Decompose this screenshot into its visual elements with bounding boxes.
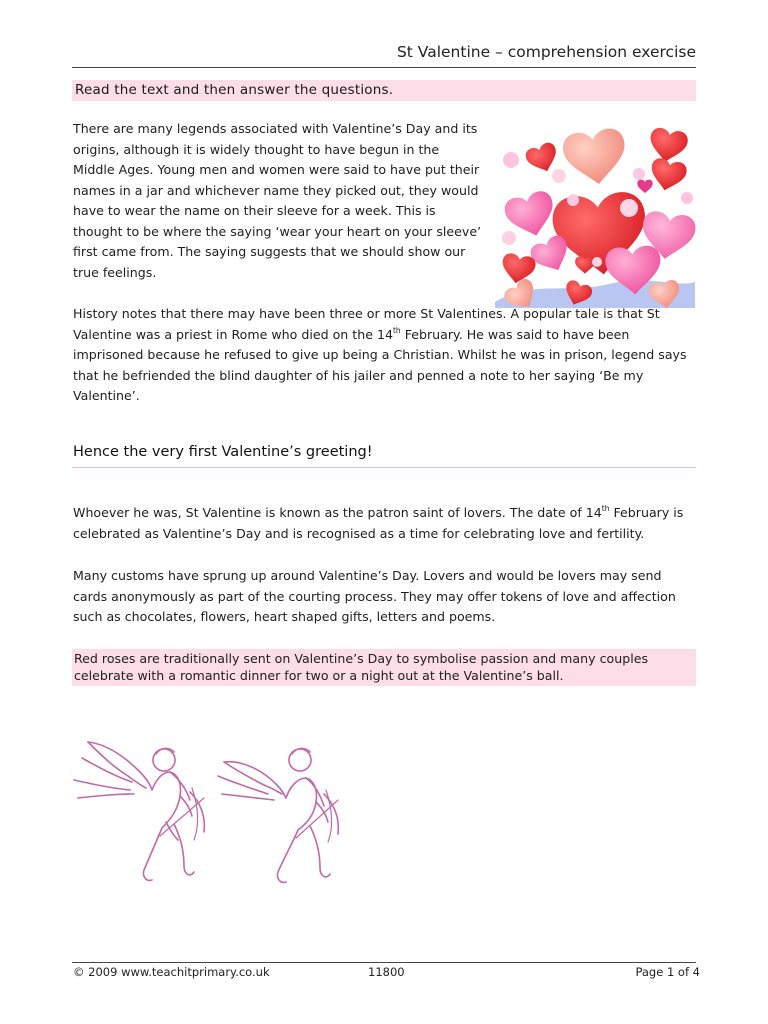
roses-callout-text: Red roses are traditionally sent on Valentine’s Day to symbolise passion and many couples celebrate with a romantic dinner for two or a night out at the Valentine’s ball. xyxy=(74,651,649,683)
section-subheading: Hence the very first Valentine’s greeting! xyxy=(73,444,373,460)
header-divider xyxy=(72,67,696,68)
hearts-collage-icon xyxy=(489,112,699,310)
cupid-pair-icon xyxy=(66,732,356,897)
paragraph-legends: There are many legends associated with Valentine’s Day and its origins, although it is widely thought to have begun in the Middle Ages. Young men and women were said to have put their names in a jar and whichever name they picked out, they would have to wear the name on their sleeve for a week. This is thought to be where the saying ‘wear your heart on your sleeve’ first came from. The saying suggests that we should show our true feelings. xyxy=(73,121,482,280)
paragraph-history xyxy=(73,304,698,407)
roses-callout xyxy=(72,649,696,686)
paragraph-history-text-b: February. He was said to have been imprisoned because he refused to give up being a Christian. Whilst he was in prison, legend says that he befriended the blind daughter of his jailer and penned a note to her saying ‘Be my Valentine’. xyxy=(73,326,687,403)
cupid-right-icon xyxy=(218,748,338,882)
paragraph-history-ordinal: th xyxy=(392,325,401,335)
footer-page-number: Page 1 of 4 xyxy=(635,965,700,979)
instruction-banner xyxy=(72,80,696,101)
paragraph-patron-ordinal: th xyxy=(601,504,610,513)
footer-resource-code: 11800 xyxy=(368,965,405,979)
cupid-left-icon xyxy=(74,742,204,880)
paragraph-patron-text-a: Whoever he was, St Valentine is known as the patron saint of lovers. The date of 14 xyxy=(73,505,602,520)
paragraph-history-text-a: History notes that there may have been three or more St Valentines. A popular tale is that St Valentine was a priest in Rome who died on the 14 xyxy=(73,306,660,342)
instruction-text: Read the text and then answer the questions. xyxy=(75,82,394,98)
page-header-title: St Valentine – comprehension exercise xyxy=(396,43,696,61)
footer-copyright: © 2009 www.teachitprimary.co.uk xyxy=(73,965,270,979)
paragraph-customs: Many customs have sprung up around Valentine’s Day. Lovers and would be lovers may send cards anonymously as part of the courting process. They may offer tokens of love and affection such as chocolates, flowers, heart shaped gifts, letters and poems. xyxy=(73,568,676,624)
paragraph-patron-text-b: February is celebrated as Valentine’s Day and is recognised as a time for celebrating love and fertility. xyxy=(73,505,684,541)
footer-divider xyxy=(72,962,696,963)
subheading-divider xyxy=(72,467,696,468)
paragraph-patron-saint xyxy=(73,503,698,544)
